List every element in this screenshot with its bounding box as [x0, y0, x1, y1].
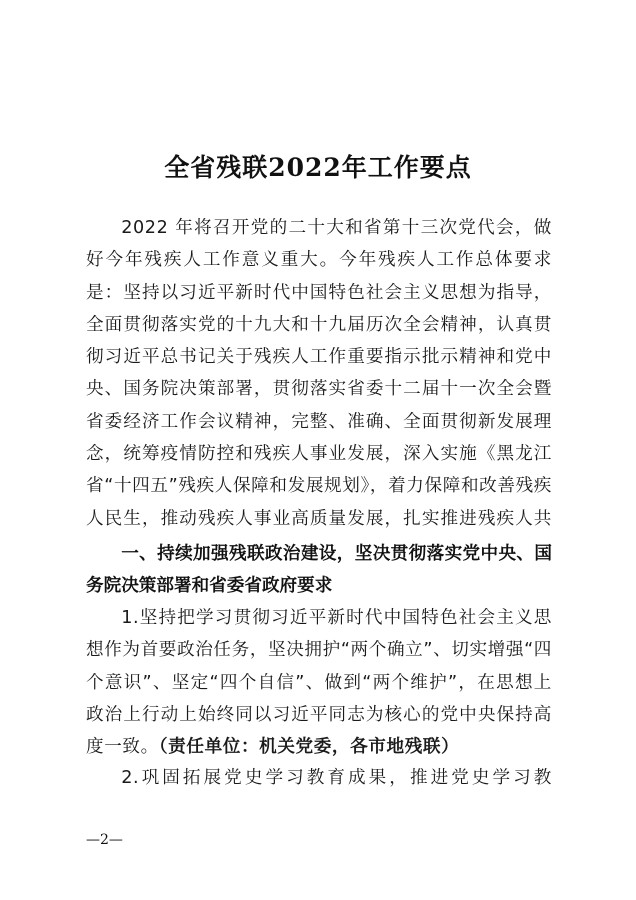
page-number: —2—: [86, 832, 123, 848]
item-1-paragraph: [86, 602, 552, 763]
intro-paragraph: 2022 年将召开党的二十大和省第十三次党代会，做好今年残疾人工作意义重大。今年残疾人工作总体要求是：坚持以习近平新时代中国特色社会主义思想为指导，全面贯彻落实党的十九大和十九届历次全会精神，认真贯彻习近平总书记关于残疾人工作重要指示批示精神和党中央、国务院决策部署，贯彻落实省委十二届十一次全会暨省委经济工作会议精神，完整、准确、全面贯彻新发展理念，统筹疫情防控和残疾人事业发展，深入实施《黑龙江省“十四五”残疾人保障和发展规划》，着力保障和改善残疾人民生，推动残疾人事业高质量发展，扎实推进残疾人共: [86, 218, 552, 529]
item-1-responsible-units: （责任单位：机关党委，各市地残联）: [158, 737, 460, 758]
document-title: 全省残联2022年工作要点: [164, 153, 472, 182]
item-2-paragraph: 2.巩固拓展党史学习教育成果，推进党史学习教: [121, 768, 552, 788]
section-heading: 一、持续加强残联政治建设，坚决贯彻落实党中央、国务院决策部署和省委省政府要求: [86, 544, 552, 597]
item-1-text: 1.坚持把学习贯彻习近平新时代中国特色社会主义思想作为首要政治任务，坚决拥护“两个确立”、切实增强“四个意识”、坚定“四个自信”、做到“两个维护”，在思想上政治上行动上始终同以习近平同志为核心的党中央保持高度一致。: [86, 608, 552, 758]
